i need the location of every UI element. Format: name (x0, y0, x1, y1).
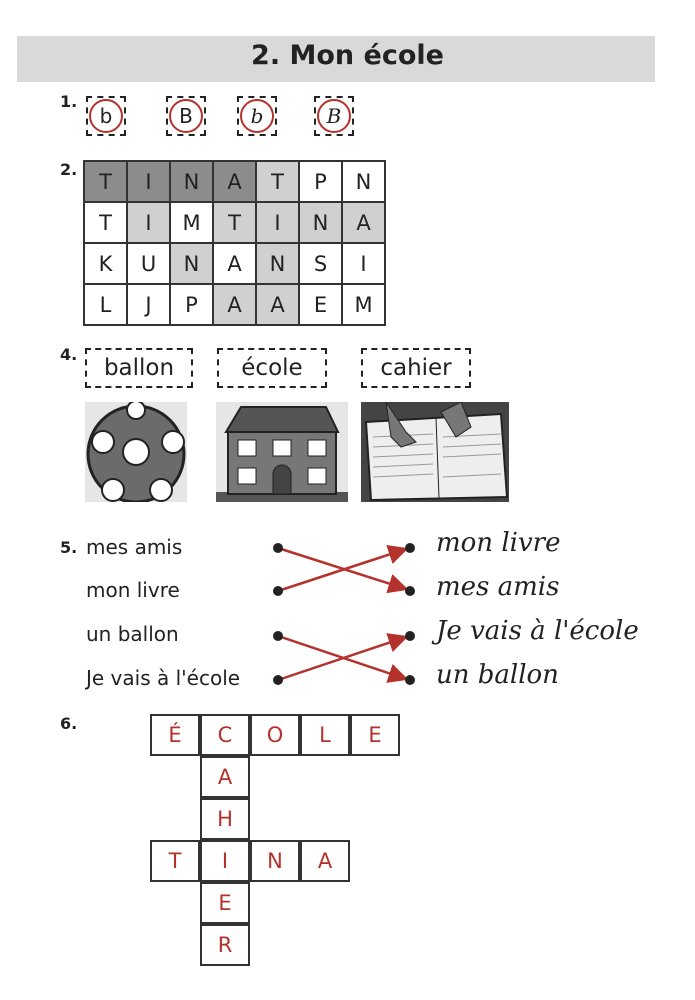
grid-cell: N (342, 161, 385, 202)
grid-cell: L (84, 284, 127, 325)
letter-box (314, 96, 354, 136)
crossword-cell: N (250, 840, 300, 882)
exercise-number: 2. (60, 160, 78, 179)
grid-cell: I (127, 202, 170, 243)
grid-cell: N (256, 243, 299, 284)
phrase-right: mon livre (436, 528, 561, 558)
circled-letter: b (240, 99, 274, 133)
crossword-cell: H (200, 798, 250, 840)
grid-cell: A (256, 284, 299, 325)
grid-cell: N (299, 202, 342, 243)
school-image (216, 402, 348, 502)
page-title: 2. Mon école (251, 40, 444, 71)
word-box: ballon (85, 348, 193, 388)
grid-cell: T (84, 202, 127, 243)
circled-letter: b (89, 99, 123, 133)
phrase-left: mes amis (86, 535, 183, 559)
exercise-number: 1. (60, 92, 78, 111)
word-search-grid (83, 160, 386, 326)
grid-cell: P (299, 161, 342, 202)
grid-cell: I (342, 243, 385, 284)
crossword-cell: O (250, 714, 300, 756)
circled-letter: B (317, 99, 351, 133)
letter-box (86, 96, 126, 136)
crossword-cell: R (200, 924, 250, 966)
grid-cell: N (170, 161, 213, 202)
grid-cell: U (127, 243, 170, 284)
letter-box (166, 96, 206, 136)
phrase-left: mon livre (86, 578, 180, 602)
notebook-image (361, 402, 509, 502)
grid-cell: M (170, 202, 213, 243)
crossword-cell: C (200, 714, 250, 756)
grid-cell: T (256, 161, 299, 202)
crossword-cell: E (350, 714, 400, 756)
word-box: cahier (361, 348, 471, 388)
grid-cell: I (127, 161, 170, 202)
grid-cell: A (213, 161, 256, 202)
circled-letter: B (169, 99, 203, 133)
grid-cell: K (84, 243, 127, 284)
grid-cell: A (342, 202, 385, 243)
phrase-right: Je vais à l'école (436, 616, 639, 646)
grid-cell: P (170, 284, 213, 325)
grid-cell: T (84, 161, 127, 202)
matching-lines (270, 535, 420, 695)
exercise-number: 4. (60, 345, 78, 364)
phrase-left: Je vais à l'école (86, 666, 241, 690)
crossword-cell: E (200, 882, 250, 924)
crossword-cell: A (200, 756, 250, 798)
word-box: école (217, 348, 327, 388)
grid-cell: N (170, 243, 213, 284)
exercise-number: 5. (60, 538, 78, 557)
letter-box (237, 96, 277, 136)
grid-cell: S (299, 243, 342, 284)
exercise-number: 6. (60, 714, 78, 733)
crossword-cell: I (200, 840, 250, 882)
phrase-right: un ballon (436, 660, 559, 690)
grid-cell: I (256, 202, 299, 243)
grid-cell: A (213, 243, 256, 284)
crossword-cell: L (300, 714, 350, 756)
ball-image (85, 402, 187, 502)
grid-cell: E (299, 284, 342, 325)
crossword-cell: T (150, 840, 200, 882)
grid-cell: T (213, 202, 256, 243)
phrase-left: un ballon (86, 622, 179, 646)
grid-cell: J (127, 284, 170, 325)
crossword-cell: A (300, 840, 350, 882)
grid-cell: A (213, 284, 256, 325)
phrase-right: mes amis (436, 572, 560, 602)
grid-cell: M (342, 284, 385, 325)
crossword-cell: É (150, 714, 200, 756)
